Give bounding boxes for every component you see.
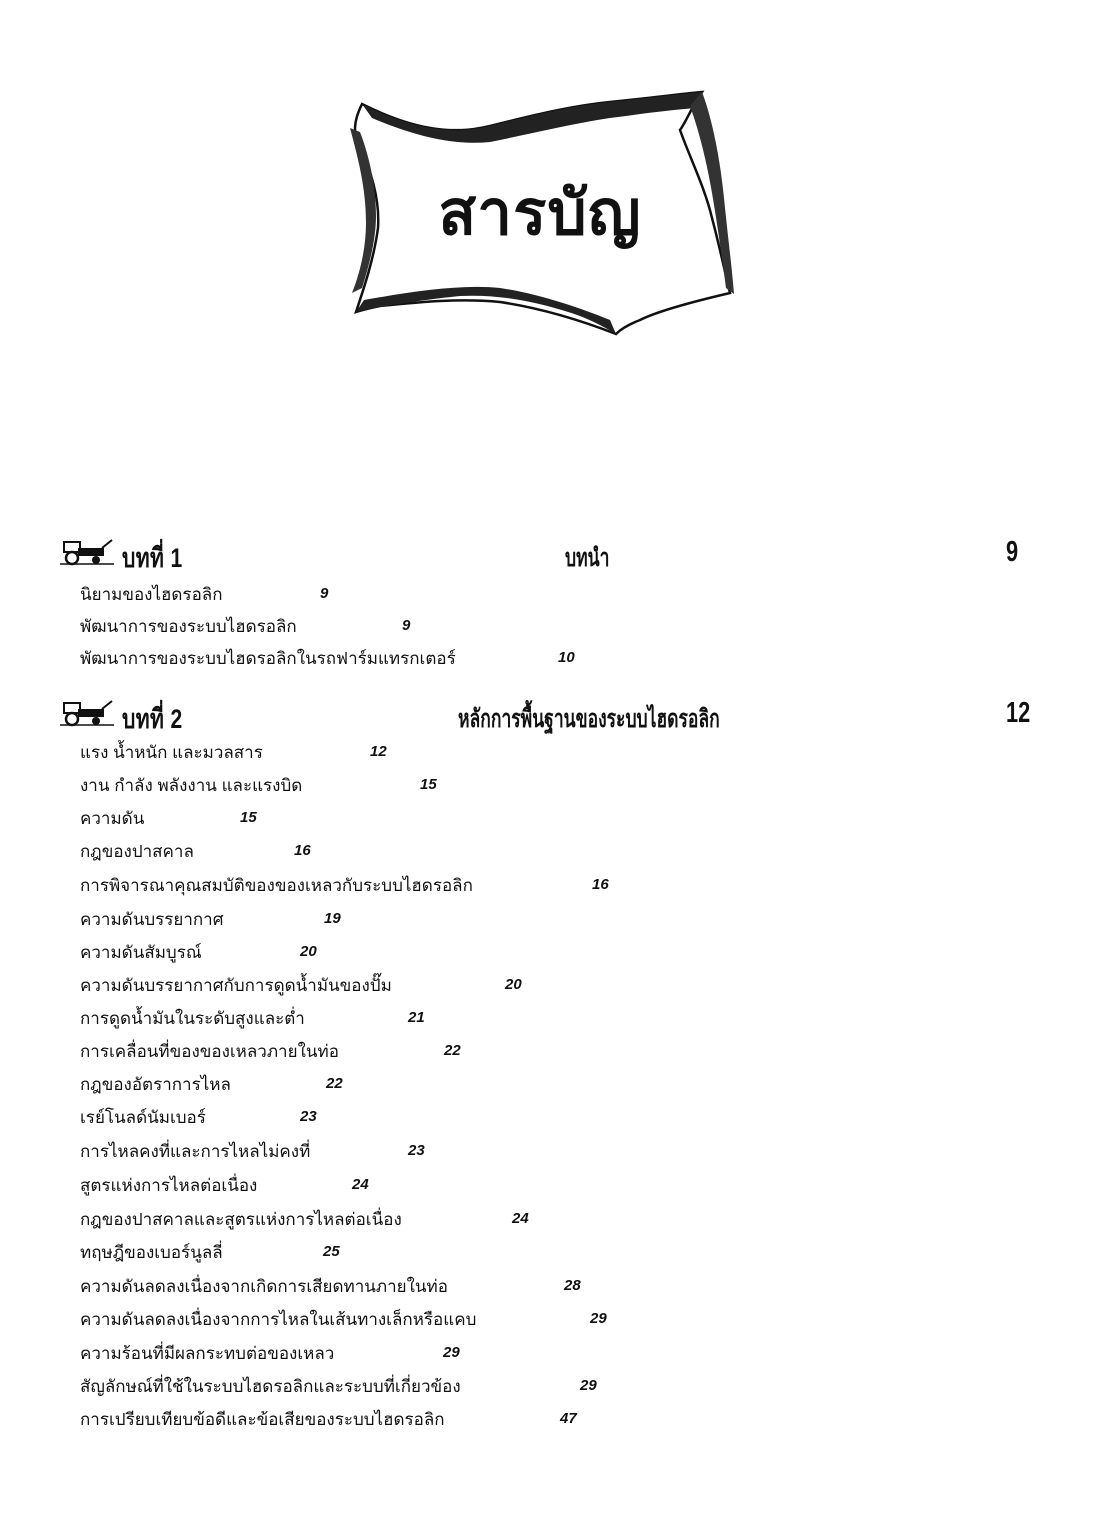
entry-page: 28 bbox=[564, 1277, 581, 1294]
toc-entry bbox=[0, 1406, 1103, 1436]
entry-page: 29 bbox=[580, 1377, 597, 1394]
entry-text: การเคลื่อนที่ของของเหลวภายในท่อ bbox=[80, 1042, 339, 1061]
entry-page: 16 bbox=[592, 876, 609, 893]
chapter-label: บทที่ 2 bbox=[122, 704, 183, 734]
entry-page: 23 bbox=[408, 1142, 425, 1159]
chapter-heading bbox=[0, 697, 1103, 734]
entry-text: สัญลักษณ์ที่ใช้ในระบบไฮดรอลิกและระบบที่เกี่ยวข้อง bbox=[80, 1377, 461, 1396]
entry-text: ความดันลดลงเนื่องจากเกิดการเสียดทานภายในท่อ bbox=[80, 1277, 448, 1296]
toc-entry bbox=[0, 1373, 1103, 1403]
toc-entry bbox=[0, 1239, 1103, 1269]
entry-page: 19 bbox=[324, 910, 341, 927]
chapter-label: บทที่ 1 bbox=[122, 543, 183, 573]
entry-text: ความดันสัมบูรณ์ bbox=[80, 943, 202, 962]
entry-text: ความดันลดลงเนื่องจากการไหลในเส้นทางเล็กหรือแคบ bbox=[80, 1310, 477, 1329]
toc-entry bbox=[0, 1206, 1103, 1236]
entry-page: 21 bbox=[408, 1009, 425, 1026]
entry-text: พัฒนาการของระบบไฮดรอลิกในรถฟาร์มแทรกเตอร์ bbox=[80, 649, 456, 668]
entry-text: แรง น้ำหนัก และมวลสาร bbox=[80, 743, 263, 762]
entry-page: 20 bbox=[300, 943, 317, 960]
entry-text: งาน กำลัง พลังงาน และแรงบิด bbox=[80, 776, 303, 795]
entry-text: พัฒนาการของระบบไฮดรอลิก bbox=[80, 617, 297, 636]
entry-text: ความร้อนที่มีผลกระทบต่อของเหลว bbox=[80, 1344, 335, 1363]
chapter-title: หลักการพื้นฐานของระบบไฮดรอลิก bbox=[458, 705, 720, 733]
toc-entry bbox=[0, 872, 1103, 902]
chapter-heading bbox=[0, 536, 1103, 573]
entry-text: การไหลคงที่และการไหลไม่คงที่ bbox=[80, 1142, 311, 1161]
toc-entry bbox=[0, 645, 1103, 675]
entry-page: 9 bbox=[402, 617, 411, 634]
toc-entry bbox=[0, 838, 1103, 868]
entry-page: 24 bbox=[512, 1210, 529, 1227]
entry-page: 9 bbox=[320, 585, 329, 602]
entry-page: 29 bbox=[443, 1344, 460, 1361]
toc-entry bbox=[0, 1038, 1103, 1068]
entry-text: ทฤษฎีของเบอร์นูลลี่ bbox=[80, 1243, 223, 1262]
entry-page: 22 bbox=[326, 1075, 343, 1092]
toc-entry bbox=[0, 906, 1103, 936]
entry-text: สูตรแห่งการไหลต่อเนื่อง bbox=[80, 1176, 258, 1195]
page-title: สารบัญ bbox=[438, 176, 642, 249]
toc-entry bbox=[0, 739, 1103, 769]
entry-page: 15 bbox=[420, 776, 437, 793]
entry-page: 12 bbox=[370, 743, 387, 760]
chapter-page: 9 bbox=[1006, 536, 1019, 568]
toc-entry bbox=[0, 805, 1103, 835]
toc-entry bbox=[0, 1273, 1103, 1303]
toc-entry bbox=[0, 772, 1103, 802]
entry-page: 25 bbox=[323, 1243, 340, 1260]
entry-text: การดูดน้ำมันในระดับสูงและต่ำ bbox=[80, 1009, 305, 1028]
entry-text: นิยามของไฮดรอลิก bbox=[80, 585, 223, 604]
entry-text: การเปรียบเทียบข้อดีและข้อเสียของระบบไฮดรอลิก bbox=[80, 1410, 445, 1429]
toc-entry bbox=[0, 1104, 1103, 1134]
toc-entry bbox=[0, 581, 1103, 611]
entry-text: กฎของปาสคาล bbox=[80, 842, 194, 861]
toc-entry bbox=[0, 1172, 1103, 1202]
toc-entry bbox=[0, 1340, 1103, 1370]
entry-page: 22 bbox=[444, 1042, 461, 1059]
chapter-title: บทนำ bbox=[565, 544, 610, 572]
entry-page: 23 bbox=[300, 1108, 317, 1125]
entry-page: 47 bbox=[560, 1410, 577, 1427]
toc-entry bbox=[0, 1005, 1103, 1035]
entry-text: การพิจารณาคุณสมบัติของของเหลวกับระบบไฮดรอลิก bbox=[80, 876, 473, 895]
toc-entry bbox=[0, 1071, 1103, 1101]
entry-page: 10 bbox=[558, 649, 575, 666]
tractor-icon bbox=[58, 538, 116, 566]
toc-entry bbox=[0, 972, 1103, 1002]
toc-entry bbox=[0, 939, 1103, 969]
tractor-icon bbox=[58, 699, 116, 727]
entry-text: เรย์โนลด์นัมเบอร์ bbox=[80, 1108, 206, 1127]
entry-text: ความดันบรรยากาศ bbox=[80, 910, 224, 929]
chapter-page: 12 bbox=[1006, 697, 1031, 729]
toc-entry bbox=[0, 1306, 1103, 1336]
entry-text: ความดัน bbox=[80, 809, 145, 828]
entry-page: 24 bbox=[352, 1176, 369, 1193]
entry-text: กฎของปาสคาลและสูตรแห่งการไหลต่อเนื่อง bbox=[80, 1210, 402, 1229]
entry-page: 15 bbox=[240, 809, 257, 826]
entry-page: 16 bbox=[294, 842, 311, 859]
toc-entry bbox=[0, 1138, 1103, 1168]
title-frame bbox=[340, 88, 740, 338]
entry-page: 20 bbox=[505, 976, 522, 993]
entry-text: กฎของอัตราการไหล bbox=[80, 1075, 231, 1094]
entry-text: ความดันบรรยากาศกับการดูดน้ำมันของปั๊ม bbox=[80, 976, 392, 995]
entry-page: 29 bbox=[590, 1310, 607, 1327]
toc-entry bbox=[0, 613, 1103, 643]
